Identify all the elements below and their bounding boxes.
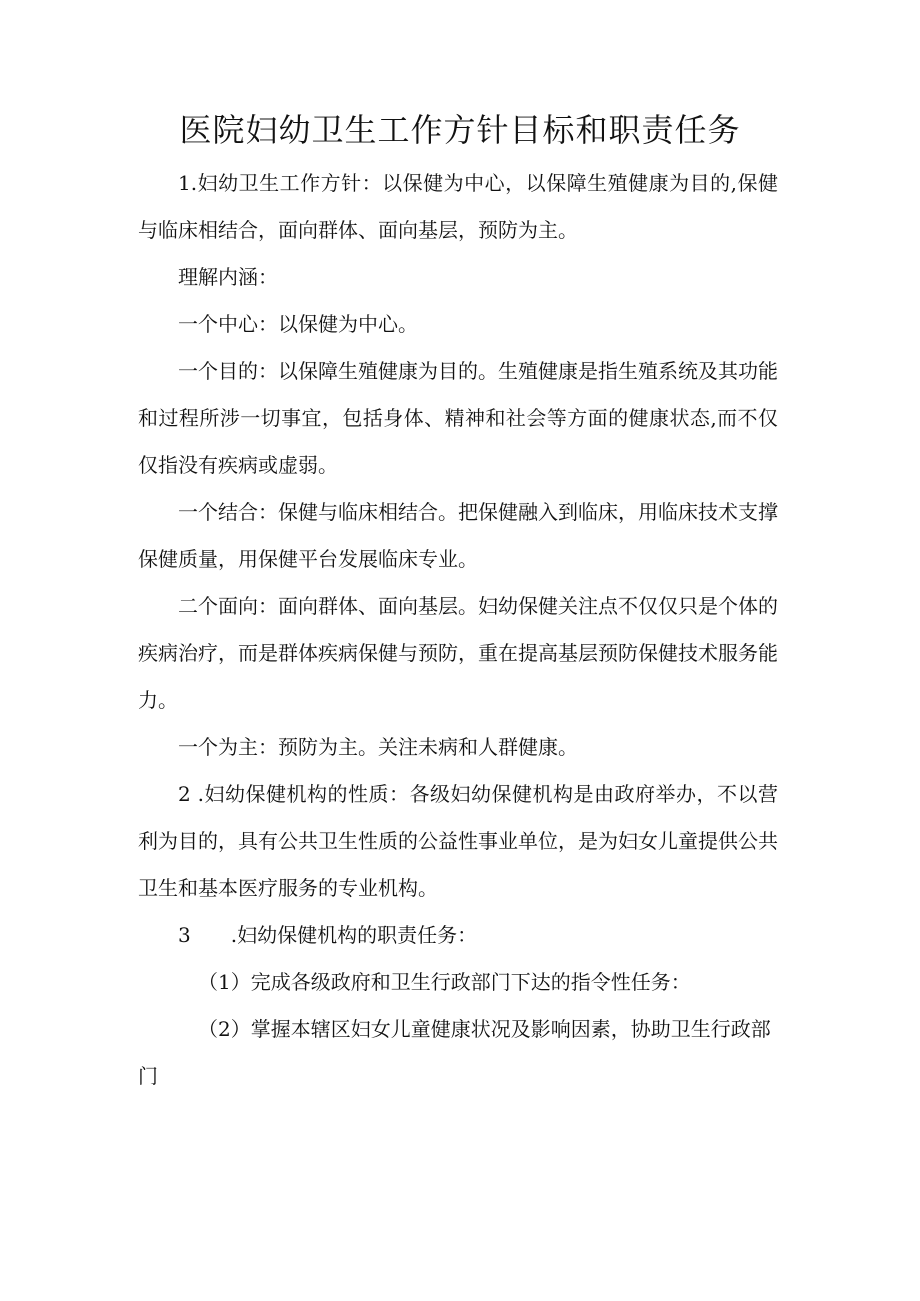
- paragraph-duties-heading: 3 .妇幼保健机构的职责任务：: [178, 923, 478, 947]
- document-title: 医院妇幼卫生工作方针目标和职责任务: [179, 111, 741, 149]
- paragraph-one-goal: 一个目的：以保障生殖健康为目的。生殖健康是指生殖系统及其功能和过程所涉一切事宜，包括身体、精神和社会等方面的健康状态,而不仅仅指没有疾病或虚弱。: [138, 359, 778, 477]
- list-item-duty-1: （1）完成各级政府和卫生行政部门下达的指令性任务：: [198, 970, 691, 994]
- paragraph-one-combination: 一个结合：保健与临床相结合。把保健融入到临床，用临床技术支撑保健质量，用保健平台发展临床专业。: [138, 500, 778, 571]
- paragraph-two-orientations: 二个面向：面向群体、面向基层。妇幼保健关注点不仅仅只是个体的疾病治疗，而是群体疾病保健与预防，重在提高基层预防保健技术服务能力。: [138, 594, 778, 712]
- paragraph-one-center: 一个中心：以保健为中心。: [178, 312, 418, 336]
- paragraph-institution-nature: 2 .妇幼保健机构的性质：各级妇幼保健机构是由政府举办，不以营利为目的，具有公共卫生性质的公益性事业单位，是为妇女儿童提供公共卫生和基本医疗服务的专业机构。: [138, 782, 778, 900]
- paragraph-policy: 1.妇幼卫生工作方针：以保健为中心，以保障生殖健康为目的,保健与临床相结合，面向群体、面向基层，预防为主。: [138, 171, 778, 242]
- paragraph-understanding: 理解内涵：: [178, 265, 278, 289]
- list-item-duty-2: （2）掌握本辖区妇女儿童健康状况及影响因素，协助卫生行政部门: [138, 1017, 771, 1088]
- paragraph-prevention-first: 一个为主：预防为主。关注未病和人群健康。: [178, 735, 578, 759]
- document-body: [138, 160, 778, 1100]
